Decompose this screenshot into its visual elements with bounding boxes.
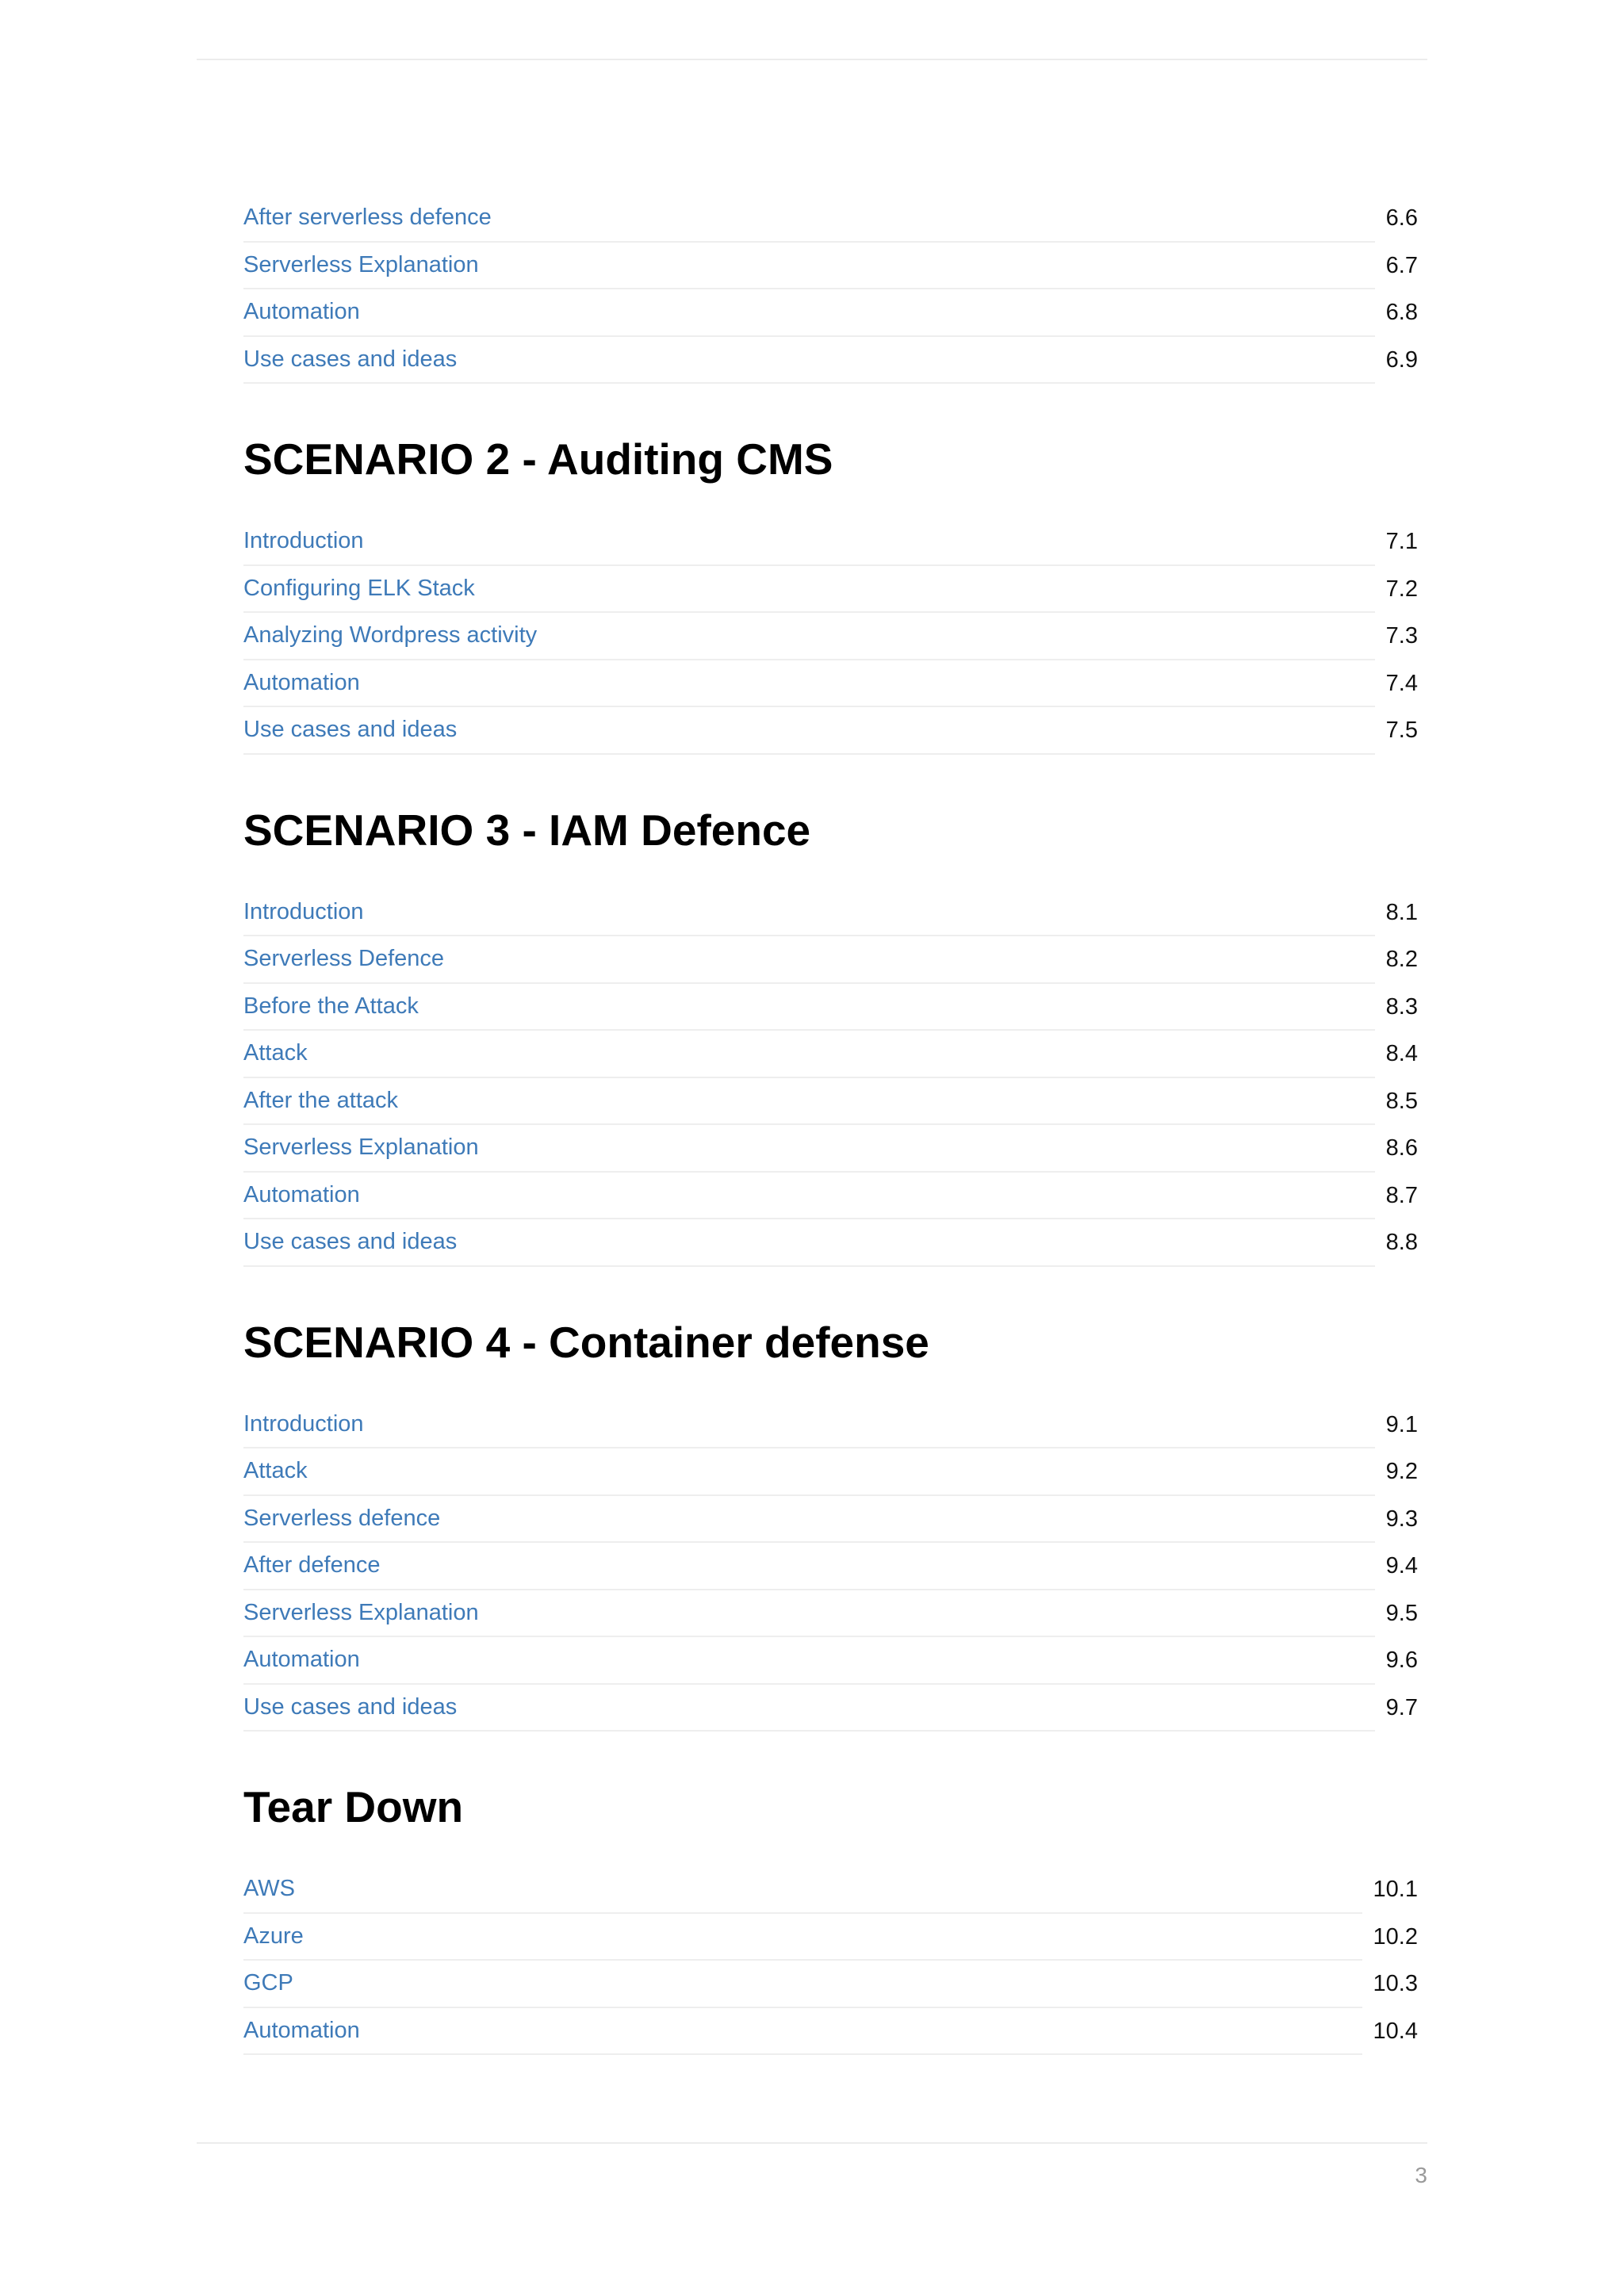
toc-entry-number: 9.3 bbox=[1385, 1506, 1418, 1532]
toc-entry-number: 9.1 bbox=[1385, 1411, 1418, 1437]
toc-entry-link[interactable]: Before the Attack bbox=[243, 984, 1375, 1031]
toc-entry-link[interactable]: AWS bbox=[243, 1866, 1362, 1914]
toc-entry-number: 8.2 bbox=[1385, 947, 1418, 973]
toc-entry-link[interactable]: Introduction bbox=[243, 519, 1375, 566]
toc-section bbox=[243, 1267, 1418, 1732]
toc-entry-link[interactable]: Analyzing Wordpress activity bbox=[243, 613, 1375, 660]
toc-entry-link[interactable]: Automation bbox=[243, 2008, 1362, 2056]
toc-section bbox=[243, 195, 1418, 384]
toc-entry-link[interactable]: Attack bbox=[243, 1031, 1375, 1078]
toc-entry bbox=[243, 243, 1418, 290]
toc-entry-link[interactable]: Automation bbox=[243, 1173, 1375, 1220]
toc-entry bbox=[243, 1590, 1418, 1638]
toc-entry-link[interactable]: Use cases and ideas bbox=[243, 1219, 1375, 1267]
toc-entry-number: 9.5 bbox=[1385, 1600, 1418, 1626]
toc-entry bbox=[243, 707, 1418, 755]
toc-entry-link[interactable]: Automation bbox=[243, 660, 1375, 708]
toc-entry-link[interactable]: Configuring ELK Stack bbox=[243, 566, 1375, 614]
toc-entry bbox=[243, 1866, 1418, 1914]
toc-entry-number: 10.2 bbox=[1373, 1923, 1418, 1950]
toc-entry-link[interactable]: Serverless defence bbox=[243, 1496, 1375, 1544]
toc-entry-number: 9.7 bbox=[1385, 1694, 1418, 1720]
toc-entry-link[interactable]: Use cases and ideas bbox=[243, 337, 1375, 385]
toc-entry bbox=[243, 1402, 1418, 1449]
toc-entry bbox=[243, 1031, 1418, 1078]
section-heading: SCENARIO 3 - IAM Defence bbox=[243, 805, 811, 855]
toc-entry bbox=[243, 1543, 1418, 1590]
toc-entry bbox=[243, 337, 1418, 385]
toc-entry-number: 8.5 bbox=[1385, 1088, 1418, 1114]
toc-entry bbox=[243, 1173, 1418, 1220]
toc-entry bbox=[243, 2008, 1418, 2056]
toc-section bbox=[243, 1732, 1418, 2055]
toc-entry bbox=[243, 1914, 1418, 1961]
toc-entry bbox=[243, 1219, 1418, 1267]
toc-entry bbox=[243, 566, 1418, 614]
toc-entry-number: 8.4 bbox=[1385, 1041, 1418, 1067]
toc-entry-link[interactable]: GCP bbox=[243, 1961, 1362, 2008]
toc-entry bbox=[243, 289, 1418, 337]
toc-entry-number: 10.4 bbox=[1373, 2018, 1418, 2044]
toc-entry-link[interactable]: After serverless defence bbox=[243, 195, 1375, 243]
toc-entry-number: 8.3 bbox=[1385, 993, 1418, 1020]
toc-entry-number: 6.6 bbox=[1385, 205, 1418, 232]
table-of-contents bbox=[243, 195, 1418, 2055]
toc-section bbox=[243, 755, 1418, 1267]
toc-entry-number: 7.5 bbox=[1385, 718, 1418, 744]
toc-entry-link[interactable]: Introduction bbox=[243, 1402, 1375, 1449]
page-number: 3 bbox=[1415, 2163, 1427, 2187]
toc-entry bbox=[243, 1078, 1418, 1126]
toc-entry-link[interactable]: Azure bbox=[243, 1914, 1362, 1961]
toc-entry bbox=[243, 1125, 1418, 1173]
toc-entry-number: 6.8 bbox=[1385, 300, 1418, 326]
toc-entry-link[interactable]: Automation bbox=[243, 1637, 1375, 1685]
toc-entry-link[interactable]: After defence bbox=[243, 1543, 1375, 1590]
toc-entry bbox=[243, 1448, 1418, 1496]
toc-entry-link[interactable]: Serverless Defence bbox=[243, 936, 1375, 984]
toc-entry-link[interactable]: Attack bbox=[243, 1448, 1375, 1496]
toc-entry bbox=[243, 519, 1418, 566]
toc-entry-number: 7.2 bbox=[1385, 576, 1418, 602]
toc-entry-number: 10.1 bbox=[1373, 1877, 1418, 1903]
toc-entry-number: 7.4 bbox=[1385, 670, 1418, 696]
toc-entry-link[interactable]: Use cases and ideas bbox=[243, 707, 1375, 755]
section-heading: SCENARIO 2 - Auditing CMS bbox=[243, 434, 833, 484]
toc-entry-link[interactable]: Serverless Explanation bbox=[243, 1590, 1375, 1638]
toc-entry-number: 7.3 bbox=[1385, 623, 1418, 649]
toc-entry bbox=[243, 936, 1418, 984]
toc-entry bbox=[243, 890, 1418, 937]
toc-entry-number: 10.3 bbox=[1373, 1971, 1418, 1997]
toc-entry bbox=[243, 195, 1418, 243]
section-heading: SCENARIO 4 - Container defense bbox=[243, 1317, 929, 1367]
toc-section bbox=[243, 384, 1418, 755]
toc-entry bbox=[243, 984, 1418, 1031]
footer-divider bbox=[197, 2142, 1427, 2144]
toc-entry-number: 8.8 bbox=[1385, 1230, 1418, 1256]
toc-entry-link[interactable]: Serverless Explanation bbox=[243, 243, 1375, 290]
toc-entry-number: 6.7 bbox=[1385, 252, 1418, 278]
section-heading: Tear Down bbox=[243, 1782, 464, 1831]
toc-entry bbox=[243, 613, 1418, 660]
toc-entry-number: 7.1 bbox=[1385, 529, 1418, 555]
toc-entry-link[interactable]: Introduction bbox=[243, 890, 1375, 937]
toc-entry-link[interactable]: After the attack bbox=[243, 1078, 1375, 1126]
toc-entry bbox=[243, 1637, 1418, 1685]
toc-entry-number: 9.4 bbox=[1385, 1553, 1418, 1579]
toc-entry-number: 9.2 bbox=[1385, 1459, 1418, 1485]
toc-entry-link[interactable]: Use cases and ideas bbox=[243, 1685, 1375, 1732]
toc-entry-number: 8.1 bbox=[1385, 899, 1418, 925]
toc-entry-number: 8.7 bbox=[1385, 1182, 1418, 1208]
toc-entry-number: 6.9 bbox=[1385, 346, 1418, 373]
toc-entry-link[interactable]: Automation bbox=[243, 289, 1375, 337]
toc-entry bbox=[243, 1961, 1418, 2008]
header-divider bbox=[197, 59, 1427, 60]
toc-entry bbox=[243, 1685, 1418, 1732]
toc-entry-number: 8.6 bbox=[1385, 1135, 1418, 1161]
toc-entry bbox=[243, 1496, 1418, 1544]
toc-entry-link[interactable]: Serverless Explanation bbox=[243, 1125, 1375, 1173]
toc-entry-number: 9.6 bbox=[1385, 1647, 1418, 1674]
toc-entry bbox=[243, 660, 1418, 708]
